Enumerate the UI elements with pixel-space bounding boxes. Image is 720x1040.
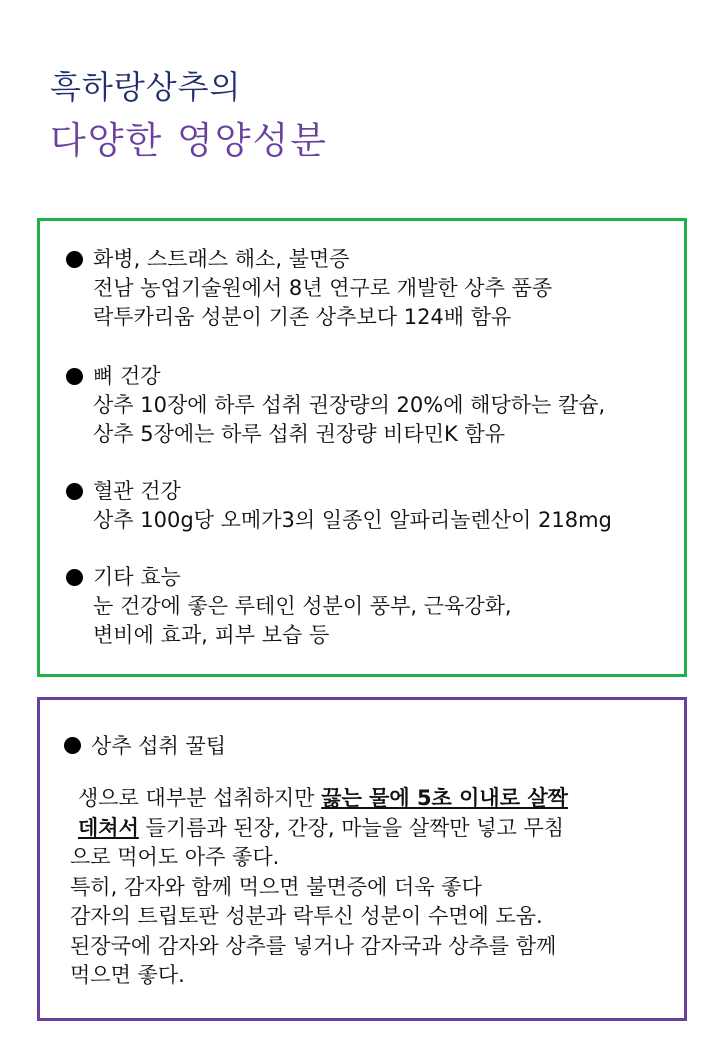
tip-heading-row (64, 730, 226, 760)
bullet-icon (66, 569, 83, 586)
benefit-line: 눈 건강에 좋은 루테인 성분이 풍부, 근육강화, (93, 594, 512, 618)
tip-body (70, 784, 670, 991)
benefit-section-bone (66, 362, 605, 449)
bullet-icon (64, 737, 81, 754)
benefit-line: 전남 농업기술원에서 8년 연구로 개발한 상추 품종 (93, 276, 553, 300)
tip-line: 특히, 감자와 함께 먹으면 불면증에 더욱 좋다 (70, 874, 482, 899)
benefit-heading: 화병, 스트래스 해소, 불면증 (93, 247, 350, 271)
benefit-section-vascular (66, 477, 612, 535)
tip-line: 먹으면 좋다. (70, 963, 185, 987)
tip-highlight: 끓는 물에 5초 이내로 살짝 (321, 786, 568, 810)
benefit-heading: 혈관 건강 (93, 479, 181, 503)
benefits-box (37, 218, 687, 677)
bullet-icon (66, 251, 83, 268)
benefit-section-etc (66, 563, 512, 650)
benefit-line: 락투카리움 성분이 기존 상추보다 124배 함유 (93, 305, 512, 329)
tip-text: 들기름과 된장, 간장, 마늘을 살짝만 넣고 무침 (138, 815, 565, 840)
tip-highlight: 데쳐서 (78, 815, 139, 840)
bullet-icon (66, 368, 83, 385)
tip-text: 생으로 대부분 섭취하지만 (78, 786, 322, 810)
tip-line (70, 814, 670, 844)
tip-line: 감자의 트립토판 성분과 락투신 성분이 수면에 도움. (70, 904, 543, 928)
benefit-heading: 뼈 건강 (93, 364, 161, 388)
benefit-line: 상추 100g당 오메가3의 일종인 알파리놀렌산이 218mg (93, 508, 612, 532)
tip-line (70, 784, 670, 814)
benefit-line: 상추 10장에 하루 섭취 권장량의 20%에 해당하는 칼슘, (93, 393, 606, 417)
benefit-heading: 기타 효능 (93, 565, 181, 589)
title-line-1: 흑하랑상추의 (50, 68, 242, 106)
tip-line: 된장국에 감자와 상추를 넣거나 감자국과 상추를 함께 (70, 933, 557, 958)
tip-heading: 상추 섭취 꿀팁 (91, 734, 227, 758)
benefit-section-stress (66, 245, 552, 332)
tip-box (37, 697, 687, 1021)
benefit-line: 변비에 효과, 피부 보습 등 (93, 623, 330, 647)
bullet-icon (66, 483, 83, 500)
title-line-2: 다양한 영양성분 (50, 119, 328, 162)
benefit-line: 상추 5장에는 하루 섭취 권장량 비타민K 함유 (93, 422, 506, 446)
tip-line: 으로 먹어도 아주 좋다. (70, 845, 280, 869)
